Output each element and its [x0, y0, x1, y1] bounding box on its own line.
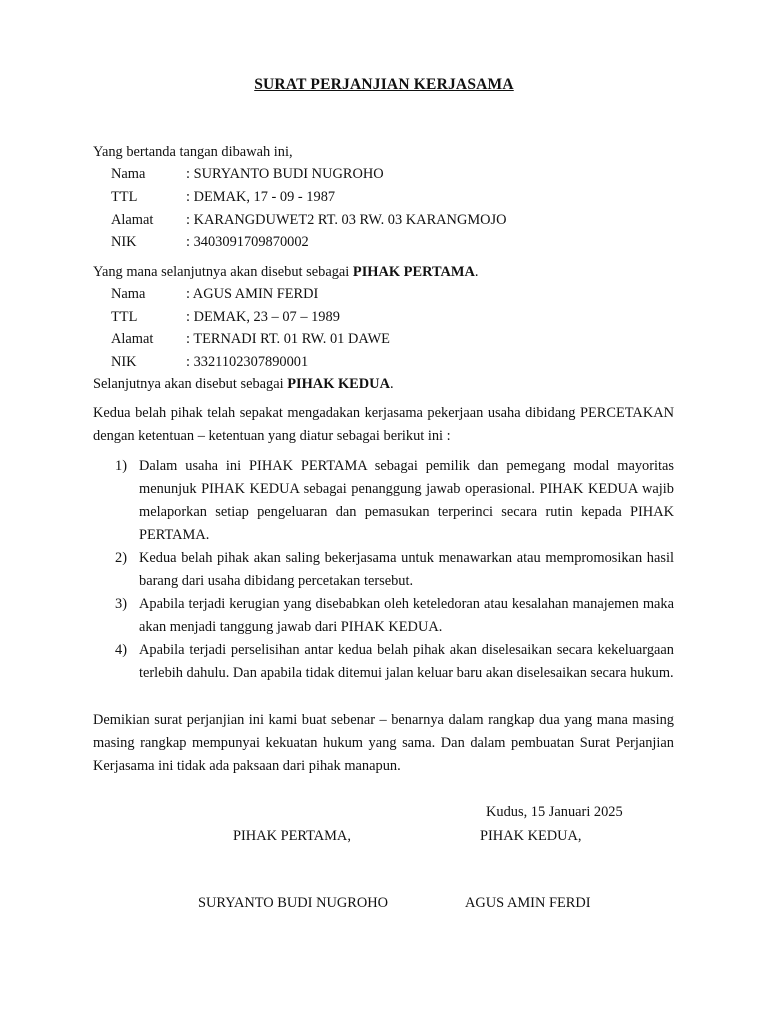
closing-paragraph: Demikian surat perjanjian ini kami buat sebenar – benarnya dalam rangkap dua yang mana masing masing rangkap mempunyai kekuatan hukum yang sama. Dan dalam pembuatan Surat Perjanjian Kerjasama ini tidak ada paksaan dari pihak manapun. [93, 712, 674, 774]
party1-nik-value: : 3403091709870002 [186, 234, 309, 250]
party1-address-label: Alamat [111, 212, 154, 228]
term-text: Apabila terjadi perselisihan antar kedua belah pihak akan diselesaikan secara kekeluargaan terlebih dahulu. Dan apabila tidak ditemui jalan keluar baru akan diselesaikan secara hukum. [139, 642, 674, 681]
term-text: Apabila terjadi kerugian yang disebabkan oleh keteledoran atau kesalahan manajemen maka akan menjadi tanggung jawab dari PIHAK KEDUA. [139, 596, 674, 635]
agreement-intro: Kedua belah pihak telah sepakat mengadakan kerjasama pekerjaan usaha dibidang PERCETAKAN dengan ketentuan – ketentuan yang diatur sebagai berikut ini : [93, 405, 674, 444]
term-number: 4) [115, 642, 127, 658]
term-text: Kedua belah pihak akan saling bekerjasama untuk menawarkan atau mempromosikan hasil barang dari usaha dibidang percetakan tersebut. [139, 550, 674, 589]
party2-statement [93, 374, 394, 394]
term-text: Dalam usaha ini PIHAK PERTAMA sebagai pemilik dan pemegang modal mayoritas menunjuk PIHAK KEDUA sebagai penanggung jawab operasional. PIHAK KEDUA wajib melaporkan setiap pengeluaran dan pemasukan terperinci secara rutin kepada PIHAK PERTAMA. [139, 458, 674, 543]
party1-name-value: : SURYANTO BUDI NUGROHO [186, 166, 384, 182]
term-number: 2) [115, 550, 127, 566]
party2-name-label: Nama [111, 286, 146, 302]
party1-signature-name: SURYANTO BUDI NUGROHO [198, 895, 389, 911]
party2-ttl-row [111, 307, 340, 327]
party1-name-row [111, 164, 384, 184]
party2-address-row [111, 329, 390, 349]
party1-ttl-value: : DEMAK, 17 - 09 - 1987 [186, 189, 336, 205]
term-item [93, 639, 674, 685]
party1-statement-suffix: . [474, 264, 479, 280]
party2-nik-value: : 3321102307890001 [186, 354, 309, 370]
party1-statement [93, 262, 478, 282]
party1-statement-prefix: Yang mana selanjutnya akan disebut sebagai [93, 264, 353, 280]
party1-ttl-row [111, 187, 335, 207]
place-date: Kudus, 15 Januari 2025 [486, 804, 623, 820]
party1-nik-label: NIK [111, 234, 137, 250]
intro-text: Yang bertanda tangan dibawah ini, [93, 144, 293, 160]
party2-statement-bold: PIHAK KEDUA [287, 376, 390, 392]
document-title: SURAT PERJANJIAN KERJASAMA [254, 76, 514, 93]
terms-list [93, 455, 674, 685]
term-number: 1) [115, 458, 127, 474]
party2-name-row [111, 284, 318, 304]
party2-ttl-label: TTL [111, 309, 138, 325]
party1-nik-row [111, 232, 309, 252]
party2-address-label: Alamat [111, 331, 154, 347]
term-number: 3) [115, 596, 127, 612]
party2-statement-prefix: Selanjutnya akan disebut sebagai [93, 376, 288, 392]
party1-role-label: PIHAK PERTAMA, [233, 828, 351, 844]
party2-name-value: : AGUS AMIN FERDI [186, 286, 319, 302]
party2-statement-suffix: . [389, 376, 394, 392]
term-item [93, 455, 674, 547]
party1-statement-bold: PIHAK PERTAMA [352, 264, 475, 280]
party2-nik-row [111, 352, 308, 372]
party2-ttl-value: : DEMAK, 23 – 07 – 1989 [186, 309, 340, 325]
party2-signature-name: AGUS AMIN FERDI [465, 895, 591, 911]
party1-name-label: Nama [111, 166, 146, 182]
party2-role-label: PIHAK KEDUA, [480, 828, 582, 844]
party1-ttl-label: TTL [111, 189, 138, 205]
party1-address-row [111, 210, 507, 230]
term-item [93, 593, 674, 639]
party1-address-value: : KARANGDUWET2 RT. 03 RW. 03 KARANGMOJO [186, 212, 507, 228]
party2-nik-label: NIK [111, 354, 137, 370]
party2-address-value: : TERNADI RT. 01 RW. 01 DAWE [186, 331, 390, 347]
term-item [93, 547, 674, 593]
